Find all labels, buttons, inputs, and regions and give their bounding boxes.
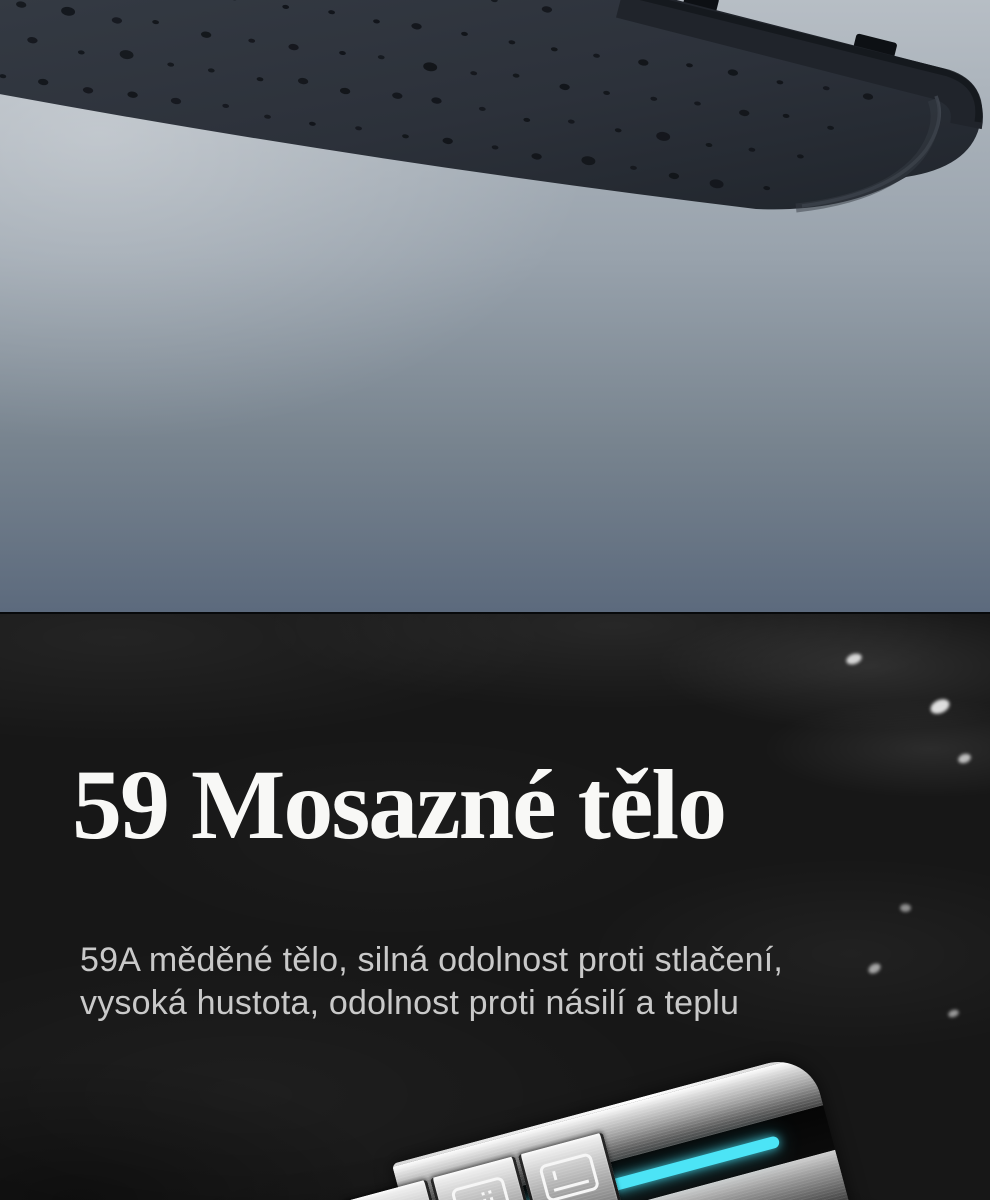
- feature-section: [0, 612, 990, 1200]
- feature-description: [80, 939, 783, 1025]
- water-highlight: [900, 904, 911, 912]
- water-highlight: [845, 652, 863, 667]
- water-highlight: [928, 696, 952, 716]
- water-highlight: [947, 1008, 960, 1018]
- water-highlight: [867, 961, 883, 975]
- description-line: 59A měděné tělo, silná odolnost proti stlačení,: [80, 941, 784, 979]
- description-line: vysoká hustota, odolnost proti násilí a teplu: [80, 984, 740, 1022]
- feature-title: 59 Mosazné tělo: [72, 749, 726, 860]
- water-highlight: [957, 752, 972, 765]
